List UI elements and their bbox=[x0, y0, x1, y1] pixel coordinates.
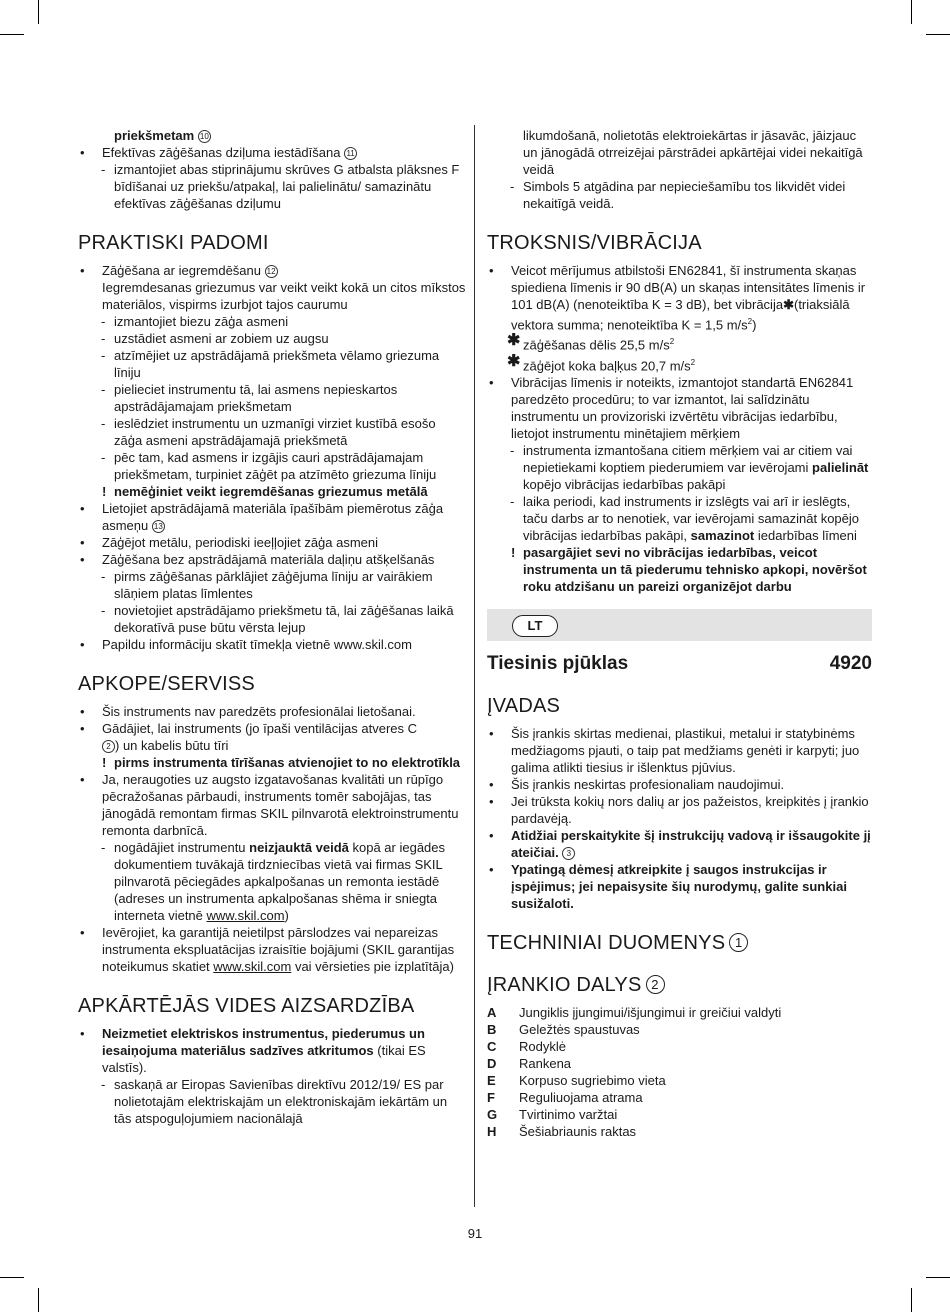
star-icon: ✱ bbox=[507, 352, 521, 370]
part-letter: F bbox=[487, 1089, 495, 1105]
part-text: Rodyklė bbox=[519, 1038, 566, 1054]
part-text: Geležtės spaustuvas bbox=[519, 1021, 640, 1037]
skil-link[interactable]: www.skil.com bbox=[206, 908, 285, 923]
bullet-item: • Veicot mērījumus atbilstoši EN62841, šī instrumenta skaņas spiediena līmenis ir 90 dB(A) un skaņas intensitātes līmenis ir 101 dB(A) (nenoteiktība K = 3 dB), bet vibrācija✱(triaksiālā vektora summa; nenoteiktība K = 1,5 $m/s^2$) bbox=[487, 262, 872, 333]
skil-link[interactable]: www.skil.com bbox=[213, 959, 292, 974]
bullet-item: • Šis instruments nav paredzēts profesionālai lietošanai. bbox=[78, 703, 466, 720]
crop-mark bbox=[0, 1277, 24, 1278]
warning-item: ! pirms instrumenta tīrīšanas atvienojiet to no elektrotīkla bbox=[78, 754, 466, 771]
bullet-item: • Šis įrankis skirtas medienai, plastikui, metalui ir statybinėms medžiagoms pjauti, o taip pat medžiams genėti ir karpyti; juo galima atlikti tiesius ir išlenktus pjūvius. bbox=[487, 725, 872, 776]
bullet-item: • Lietojiet apstrādājamā materiāla īpašībām piemērotus zāģa asmeņu 13 bbox=[78, 500, 466, 534]
bullet-item: • Šis įrankis neskirtas profesionaliam naudojimui. bbox=[487, 776, 872, 793]
part-letter: E bbox=[487, 1072, 496, 1088]
section-heading-troksnis: TROKSNIS/VIBRĀCIJA bbox=[487, 232, 702, 254]
part-text: Jungiklis įjungimui/išjungimui ir greičiui valdyti bbox=[519, 1004, 782, 1020]
product-name: Tiesinis pjūklas bbox=[487, 652, 629, 674]
left-column bbox=[78, 127, 466, 1127]
section-heading-techniniai: TECHNINIAI DUOMENYS 1 bbox=[487, 932, 872, 954]
part-text: Korpuso sugriebimo vieta bbox=[519, 1072, 666, 1088]
bullet-item: • Jei trūksta kokių nors dalių ar jos pažeistos, kreipkitės į įrankio pardavėją. bbox=[487, 793, 872, 827]
part-letter: B bbox=[487, 1021, 497, 1037]
bullet-item: • Atidžiai perskaitykite šį instrukcijų vadovą ir išsaugokite jį ateičiai. 3 bbox=[487, 827, 872, 861]
crop-mark bbox=[38, 1288, 39, 1312]
part-text: Tvirtinimo varžtai bbox=[519, 1106, 618, 1122]
dash-item: - ieslēdziet instrumentu un uzmanīgi virziet kustībā esošo zāģa asmeni apstrādājamajā priekšmetā bbox=[78, 415, 466, 449]
dash-item: - izmantojiet biezu zāģa asmeni bbox=[78, 313, 466, 330]
dash-item: - novietojiet apstrādājamo priekšmetu tā, lai zāģēšanas laikā dekoratīvā puse būtu vērsta lejup bbox=[78, 602, 466, 636]
section-heading-vides: APKĀRTĒJĀS VIDES AIZSARDZĪBA bbox=[78, 995, 415, 1017]
dash-item: - nogādājiet instrumentu neizjauktā veidā kopā ar iegādes dokumentiem tuvākajā tirdzniecības vietā vai firmas SKIL pilnvarotā pēciegādes apkalpošanas un remonta iestādē (adreses un instrumenta apkalpošanas shēma ir sniegta interneta vietnē www.skil.com) bbox=[78, 839, 466, 924]
section-heading-ivadas: ĮVADAS bbox=[487, 694, 561, 717]
part-letter: D bbox=[487, 1055, 497, 1071]
crop-mark bbox=[911, 1288, 912, 1312]
part-text: Šešiabriaunis raktas bbox=[519, 1123, 637, 1139]
bullet-item: • Vibrācijas līmenis ir noteikts, izmantojot standartā EN62841 paredzēto procedūru; to var izmantot, lai salīdzinātu instrumentu un provizoriski izvērtētu vibrācijas iedarbību, lietojot instrumentu minētajiem mērķiem bbox=[487, 374, 872, 442]
star-icon: ✱ bbox=[507, 332, 521, 350]
part-letter: H bbox=[487, 1123, 497, 1139]
bullet-item: • Ievērojiet, ka garantijā neietilpst pārslodzes vai nepareizas instrumenta ekspluatācijas izraisītie bojājumi (SKIL garantijas noteikumus skatiet www.skil.com vai vērsieties pie izplatītāja) bbox=[78, 924, 466, 975]
dash-item: - pielieciet instrumentu tā, lai asmens nepieskartos apstrādājamajam priekšmetam bbox=[78, 381, 466, 415]
bullet-item: • Zāģēšana bez apstrādājamā materiāla daļiņu atšķelšanās bbox=[78, 551, 466, 568]
bullet-item: • Zāģēšana ar iegremdēšanu 12 Iegremdesanas griezumus var veikt veikt kokā un citos mīkstos materiālos, vispirms izurbjot tajos caurumu bbox=[78, 262, 466, 313]
bullet-item: • Zāģējot metālu, periodiski ieeļļojiet zāģa asmeni bbox=[78, 534, 466, 551]
crop-mark bbox=[926, 34, 950, 35]
dash-item: - uzstādiet asmeni ar zobiem uz augsu bbox=[78, 330, 466, 347]
crop-mark bbox=[926, 1277, 950, 1278]
part-text: Rankena bbox=[519, 1055, 572, 1071]
dash-item: - pēc tam, kad asmens ir izgājis cauri apstrādājamajam priekšmetam, turpiniet zāģēt pa atzīmēto griezuma līniju bbox=[78, 449, 466, 483]
section-heading-apkope: APKOPE/SERVISS bbox=[78, 673, 255, 695]
warning-item: ! nemēģiniet veikt iegremdēšanas griezumus metālā bbox=[78, 483, 466, 500]
part-letter: C bbox=[487, 1038, 497, 1054]
crop-mark bbox=[911, 0, 912, 24]
dash-item: - saskaņā ar Eiropas Savienības direktīvu 2012/19/ ES par nolietotajām elektriskajām un elektroniskajām iekārtām un tās atspoguļojumiem nacionālajā bbox=[78, 1076, 466, 1127]
product-title-row bbox=[487, 653, 872, 675]
section-heading-praktiski: PRAKTISKI PADOMI bbox=[78, 232, 269, 254]
dash-item: - pirms zāģēšanas pārklājiet zāģējuma līniju ar vairākiem slāņiem platas līmlentes bbox=[78, 568, 466, 602]
part-item bbox=[487, 1021, 872, 1038]
language-band bbox=[487, 609, 872, 641]
bullet-item: • Efektīvas zāģēšanas dziļuma iestādīšana 11 bbox=[78, 144, 466, 161]
right-column bbox=[487, 127, 872, 1140]
part-letter: G bbox=[487, 1106, 498, 1122]
star-item: ✱ zāģējot koka baļķus 20,7 $m/s^2$ bbox=[507, 352, 696, 373]
warning-item: ! pasargājiet sevi no vibrācijas iedarbības, veicot instrumenta un tā piederumu tehnisko apkopi, novēršot roku atdzišanu un pareizi organizējot darbu bbox=[487, 544, 872, 595]
language-badge: LT bbox=[512, 615, 558, 637]
dash-continuation: likumdošanā, nolietotās elektroiekārtas ir jāsavāc, jāizjauc un jānogādā otrreizējai pārstrādei apkārtējai videi nekaitīgā veidā bbox=[523, 128, 863, 177]
crop-mark bbox=[38, 0, 39, 24]
part-item bbox=[487, 1072, 872, 1089]
star-item: ✱ zāģēšanas dēlis 25,5 $m/s^2$ bbox=[507, 332, 675, 353]
part-item bbox=[487, 1123, 872, 1140]
bullet-item: • Ja, neraugoties uz augsto izgatavošanas kvalitāti un rūpīgo pēcražošanas pārbaudi, instruments tomēr sabojājas, tas jānogādā remontam firmas SKIL pilnvarotā elektroinstrumentu remonta darbnīcā. bbox=[78, 771, 466, 839]
star-symbol: ✱ bbox=[783, 297, 794, 312]
bullet-item: • Ypatingą dėmesį atkreipkite į saugos instrukcijas ir įspėjimus; jei nepaisysite šių nurodymų, galite sunkiai susižaloti. bbox=[487, 861, 872, 912]
dash-item: - Simbols 5 atgādina par nepieciešamību tos likvidēt videi nekaitīgā veidā. bbox=[487, 178, 872, 212]
parts-list bbox=[487, 1004, 872, 1140]
dash-item: - instrumenta izmantošana citiem mērķiem vai ar citiem vai nepietiekami koptiem piederumiem var ievērojami palielināt kopējo vibrācijas iedarbības pakāpi bbox=[487, 442, 872, 493]
bullet-item: • Neizmetiet elektriskos instrumentus, piederumus un iesaiņojuma materiālus sadzīves atkritumos (tikai ES valstīs). bbox=[78, 1025, 466, 1076]
bullet-item: • Papildu informāciju skatīt tīmekļa vietnē www.skil.com bbox=[78, 636, 466, 653]
part-item bbox=[487, 1055, 872, 1072]
bullet-item: • Gādājiet, lai instruments (jo īpaši ventilācijas atveres C 2 ) un kabelis būtu tīri bbox=[78, 720, 466, 754]
crop-mark bbox=[0, 34, 24, 35]
product-code: 4920 bbox=[829, 652, 872, 674]
part-item bbox=[487, 1038, 872, 1055]
part-item bbox=[487, 1004, 872, 1021]
dash-item: - izmantojiet abas stiprinājumu skrūves G atbalsta plāksnes F bīdīšanai uz priekšu/atpakaļ, lai palielinātu/ samazinātu efektīvas zāģēšanas dziļumu bbox=[78, 161, 466, 212]
section-heading-dalys: ĮRANKIO DALYS 2 bbox=[487, 974, 872, 996]
column-divider bbox=[474, 125, 475, 1207]
page-number: 91 bbox=[467, 1226, 483, 1241]
part-letter: A bbox=[487, 1004, 497, 1020]
part-item bbox=[487, 1106, 872, 1123]
part-text: Reguliuojama atrama bbox=[519, 1089, 643, 1105]
dash-item: - laika periodi, kad instruments ir izslēgts vai arī ir ieslēgts, taču darbs ar to nenotiek, var ievērojami samazināt kopējo vibrācijas iedarbības pakāpi, samazinot iedarbības līmeni bbox=[487, 493, 872, 544]
part-item bbox=[487, 1089, 872, 1106]
intro-continuation: priekšmetam 10 bbox=[78, 127, 466, 144]
dash-item: - atzīmējiet uz apstrādājamā priekšmeta vēlamo griezuma līniju bbox=[78, 347, 466, 381]
